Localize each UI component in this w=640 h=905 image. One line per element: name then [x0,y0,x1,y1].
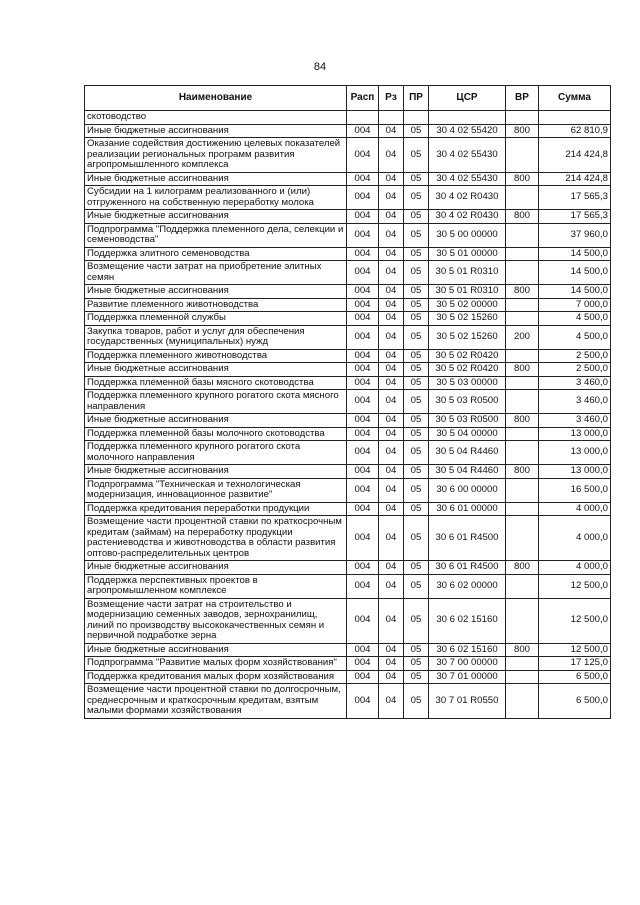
row-rasp: 004 [347,247,379,261]
row-csr: 30 5 02 R0420 [429,349,506,363]
row-pr: 05 [404,247,429,261]
row-csr: 30 5 01 00000 [429,247,506,261]
table-row [85,390,611,414]
row-pr: 05 [404,298,429,312]
row-rz: 04 [379,598,404,643]
row-csr: 30 5 02 15260 [429,325,506,349]
page-number: 84 [313,61,327,73]
row-vr [506,684,539,719]
row-rasp: 004 [347,441,379,465]
row-pr: 05 [404,684,429,719]
row-pr: 05 [404,502,429,516]
row-rz: 04 [379,261,404,285]
row-rasp: 004 [347,598,379,643]
row-vr: 800 [506,561,539,575]
row-name: Поддержка племенной базы молочного скотоводства [85,427,347,441]
header-rasp: Расп [347,86,379,111]
table-row [85,670,611,684]
row-name: Поддержка племенного животноводства [85,349,347,363]
row-name: Поддержка элитного семеноводства [85,247,347,261]
row-sum: 3 460,0 [539,376,611,390]
table-row [85,349,611,363]
row-rz [379,111,404,125]
row-vr [506,312,539,326]
row-sum: 12 500,0 [539,643,611,657]
row-csr: 30 5 01 R0310 [429,285,506,299]
table-row [85,325,611,349]
row-csr: 30 4 02 55430 [429,138,506,173]
row-sum: 4 500,0 [539,312,611,326]
row-pr: 05 [404,643,429,657]
row-name: Подпрограмма "Техническая и технологическая модернизация, инновационное развитие" [85,478,347,502]
row-vr [506,441,539,465]
row-csr: 30 6 02 00000 [429,574,506,598]
row-sum: 2 500,0 [539,349,611,363]
row-vr: 200 [506,325,539,349]
row-name: Иные бюджетные ассигнования [85,561,347,575]
table-row [85,574,611,598]
header-rz: Рз [379,86,404,111]
row-vr [506,427,539,441]
row-rasp: 004 [347,223,379,247]
row-name: Иные бюджетные ассигнования [85,210,347,224]
row-name: Иные бюджетные ассигнования [85,414,347,428]
row-name: Иные бюджетные ассигнования [85,124,347,138]
table-row [85,478,611,502]
row-rz: 04 [379,363,404,377]
row-rz: 04 [379,414,404,428]
row-sum: 14 500,0 [539,261,611,285]
table-row [85,111,611,125]
row-csr: 30 4 02 R0430 [429,210,506,224]
row-csr: 30 5 03 00000 [429,376,506,390]
row-sum: 13 000,0 [539,427,611,441]
row-name: Иные бюджетные ассигнования [85,363,347,377]
row-pr: 05 [404,465,429,479]
row-name: Поддержка кредитования переработки продукции [85,502,347,516]
row-csr: 30 5 02 R0420 [429,363,506,377]
row-name: Поддержка кредитования малых форм хозяйствования [85,670,347,684]
table-row [85,312,611,326]
row-sum: 17 565,3 [539,186,611,210]
table-row [85,210,611,224]
row-sum: 16 500,0 [539,478,611,502]
row-rasp: 004 [347,670,379,684]
row-vr: 800 [506,414,539,428]
budget-table [84,85,611,719]
row-vr [506,390,539,414]
row-vr: 800 [506,285,539,299]
row-sum: 17 565,3 [539,210,611,224]
row-csr: 30 7 01 R0550 [429,684,506,719]
row-sum: 62 810,9 [539,124,611,138]
row-rz: 04 [379,349,404,363]
row-vr: 800 [506,643,539,657]
row-rasp [347,111,379,125]
table-row [85,124,611,138]
row-rz: 04 [379,643,404,657]
table-row [85,363,611,377]
row-pr: 05 [404,574,429,598]
row-rz: 04 [379,376,404,390]
row-vr [506,516,539,561]
row-sum: 7 000,0 [539,298,611,312]
row-pr: 05 [404,210,429,224]
row-pr: 05 [404,478,429,502]
row-rasp: 004 [347,312,379,326]
row-name: Иные бюджетные ассигнования [85,285,347,299]
row-rasp: 004 [347,261,379,285]
row-pr [404,111,429,125]
row-pr: 05 [404,376,429,390]
row-sum [539,111,611,125]
row-rz: 04 [379,138,404,173]
row-rz: 04 [379,561,404,575]
row-rz: 04 [379,670,404,684]
row-pr: 05 [404,261,429,285]
row-rz: 04 [379,223,404,247]
row-csr: 30 7 00 00000 [429,657,506,671]
row-sum: 4 500,0 [539,325,611,349]
row-rasp: 004 [347,285,379,299]
row-csr: 30 6 02 15160 [429,643,506,657]
table-row [85,441,611,465]
row-name: Иные бюджетные ассигнования [85,643,347,657]
row-rz: 04 [379,657,404,671]
row-csr [429,111,506,125]
row-csr: 30 5 04 00000 [429,427,506,441]
row-name: Возмещение части затрат на приобретение элитных семян [85,261,347,285]
row-rasp: 004 [347,172,379,186]
header-name: Наименование [85,86,347,111]
row-name: Субсидии на 1 килограмм реализованного и (или) отгруженного на собственную переработку молока [85,186,347,210]
row-rz: 04 [379,312,404,326]
table-body [85,111,611,719]
row-csr: 30 5 02 15260 [429,312,506,326]
row-sum: 12 500,0 [539,574,611,598]
row-pr: 05 [404,172,429,186]
row-vr [506,349,539,363]
row-csr: 30 5 01 R0310 [429,261,506,285]
row-rasp: 004 [347,427,379,441]
row-rasp: 004 [347,478,379,502]
row-sum: 4 000,0 [539,502,611,516]
row-name: Поддержка племенного крупного рогатого скота молочного направления [85,441,347,465]
row-rasp: 004 [347,138,379,173]
row-rz: 04 [379,465,404,479]
row-rasp: 004 [347,414,379,428]
row-rasp: 004 [347,390,379,414]
row-sum: 214 424,8 [539,138,611,173]
row-name: Оказание содействия достижению целевых показателей реализации региональных программ развития агропромышленного комплекса [85,138,347,173]
row-rasp: 004 [347,376,379,390]
row-vr: 800 [506,210,539,224]
row-vr [506,574,539,598]
row-pr: 05 [404,657,429,671]
row-vr [506,247,539,261]
row-rz: 04 [379,247,404,261]
header-pr: ПР [404,86,429,111]
table-row [85,516,611,561]
row-csr: 30 7 01 00000 [429,670,506,684]
row-pr: 05 [404,598,429,643]
row-pr: 05 [404,312,429,326]
table-row [85,598,611,643]
row-sum: 17 125,0 [539,657,611,671]
row-name: Развитие племенного животноводства [85,298,347,312]
row-rasp: 004 [347,349,379,363]
header-csr: ЦСР [429,86,506,111]
row-pr: 05 [404,414,429,428]
row-pr: 05 [404,285,429,299]
table-row [85,172,611,186]
row-vr [506,657,539,671]
row-csr: 30 6 00 00000 [429,478,506,502]
row-vr [506,261,539,285]
row-rz: 04 [379,172,404,186]
row-rz: 04 [379,502,404,516]
row-rasp: 004 [347,502,379,516]
row-csr: 30 5 03 R0500 [429,414,506,428]
row-pr: 05 [404,441,429,465]
row-rasp: 004 [347,516,379,561]
row-rz: 04 [379,210,404,224]
table-row [85,223,611,247]
row-sum: 3 460,0 [539,414,611,428]
row-name: Возмещение части процентной ставки по долгосрочным, среднесрочным и краткосрочным кредитам, взятым малыми формами хозяйствования [85,684,347,719]
table-row [85,465,611,479]
row-sum: 13 000,0 [539,441,611,465]
row-csr: 30 6 02 15160 [429,598,506,643]
row-name: Возмещение части затрат на строительство и модернизацию семенных заводов, зернохранилищ, линий по производству высококачественных семян и первичной подработке зерна [85,598,347,643]
row-pr: 05 [404,186,429,210]
row-sum: 14 500,0 [539,285,611,299]
row-csr: 30 5 00 00000 [429,223,506,247]
row-sum: 13 000,0 [539,465,611,479]
row-sum: 3 460,0 [539,390,611,414]
table-row [85,247,611,261]
table-row [85,298,611,312]
row-rasp: 004 [347,325,379,349]
row-rz: 04 [379,298,404,312]
row-rasp: 004 [347,124,379,138]
row-pr: 05 [404,390,429,414]
table-row [85,561,611,575]
table-row [85,285,611,299]
row-rz: 04 [379,285,404,299]
row-vr: 800 [506,465,539,479]
row-csr: 30 4 02 R0430 [429,186,506,210]
row-rz: 04 [379,427,404,441]
row-pr: 05 [404,138,429,173]
row-pr: 05 [404,349,429,363]
row-rasp: 004 [347,298,379,312]
row-csr: 30 6 01 R4500 [429,516,506,561]
table-row [85,643,611,657]
row-vr [506,111,539,125]
row-vr: 800 [506,124,539,138]
row-rz: 04 [379,390,404,414]
row-name: скотоводство [85,111,347,125]
row-csr: 30 5 03 R0500 [429,390,506,414]
row-rz: 04 [379,684,404,719]
row-rasp: 004 [347,657,379,671]
row-name: Возмещение части процентной ставки по краткосрочным кредитам (займам) на переработку продукции растениеводства и животноводства в области развития оптово-распределительных центров [85,516,347,561]
row-rasp: 004 [347,210,379,224]
row-pr: 05 [404,670,429,684]
row-rz: 04 [379,516,404,561]
row-rz: 04 [379,441,404,465]
row-vr [506,478,539,502]
row-sum: 4 000,0 [539,516,611,561]
row-name: Поддержка перспективных проектов в агропромышленном комплексе [85,574,347,598]
row-sum: 4 000,0 [539,561,611,575]
row-name: Поддержка племенного крупного рогатого скота мясного направления [85,390,347,414]
row-csr: 30 6 01 R4500 [429,561,506,575]
row-rz: 04 [379,478,404,502]
row-csr: 30 4 02 55430 [429,172,506,186]
row-name: Подпрограмма "Развитие малых форм хозяйствования" [85,657,347,671]
row-pr: 05 [404,223,429,247]
table-row [85,376,611,390]
row-name: Иные бюджетные ассигнования [85,465,347,479]
row-rz: 04 [379,325,404,349]
row-rasp: 004 [347,363,379,377]
row-rasp: 004 [347,465,379,479]
table-row [85,138,611,173]
row-name: Закупка товаров, работ и услуг для обеспечения государственных (муниципальных) нужд [85,325,347,349]
row-rz: 04 [379,186,404,210]
table-row [85,427,611,441]
row-vr [506,376,539,390]
row-rz: 04 [379,574,404,598]
row-csr: 30 4 02 55420 [429,124,506,138]
row-name: Поддержка племенной базы мясного скотоводства [85,376,347,390]
row-pr: 05 [404,516,429,561]
table-header-row [85,86,611,111]
row-sum: 37 960,0 [539,223,611,247]
table-row [85,657,611,671]
row-vr: 800 [506,172,539,186]
row-vr [506,298,539,312]
row-pr: 05 [404,561,429,575]
row-vr [506,598,539,643]
table-row [85,502,611,516]
table-row [85,261,611,285]
row-csr: 30 5 04 R4460 [429,441,506,465]
row-vr [506,670,539,684]
row-pr: 05 [404,325,429,349]
row-sum: 14 500,0 [539,247,611,261]
row-sum: 2 500,0 [539,363,611,377]
row-rasp: 004 [347,561,379,575]
row-vr [506,223,539,247]
row-vr [506,186,539,210]
row-name: Иные бюджетные ассигнования [85,172,347,186]
table-row [85,186,611,210]
row-name: Подпрограмма "Поддержка племенного дела, селекции и семеноводства" [85,223,347,247]
row-pr: 05 [404,427,429,441]
row-rasp: 004 [347,684,379,719]
row-vr [506,138,539,173]
row-sum: 6 500,0 [539,670,611,684]
header-sum: Сумма [539,86,611,111]
row-csr: 30 5 02 00000 [429,298,506,312]
header-vr: ВР [506,86,539,111]
row-rasp: 004 [347,574,379,598]
row-csr: 30 6 01 00000 [429,502,506,516]
row-sum: 6 500,0 [539,684,611,719]
row-csr: 30 5 04 R4460 [429,465,506,479]
row-pr: 05 [404,363,429,377]
row-vr: 800 [506,363,539,377]
row-name: Поддержка племенной службы [85,312,347,326]
row-sum: 214 424,8 [539,172,611,186]
table-row [85,414,611,428]
table-row [85,684,611,719]
row-rasp: 004 [347,186,379,210]
row-rz: 04 [379,124,404,138]
row-rasp: 004 [347,643,379,657]
row-pr: 05 [404,124,429,138]
row-vr [506,502,539,516]
row-sum: 12 500,0 [539,598,611,643]
